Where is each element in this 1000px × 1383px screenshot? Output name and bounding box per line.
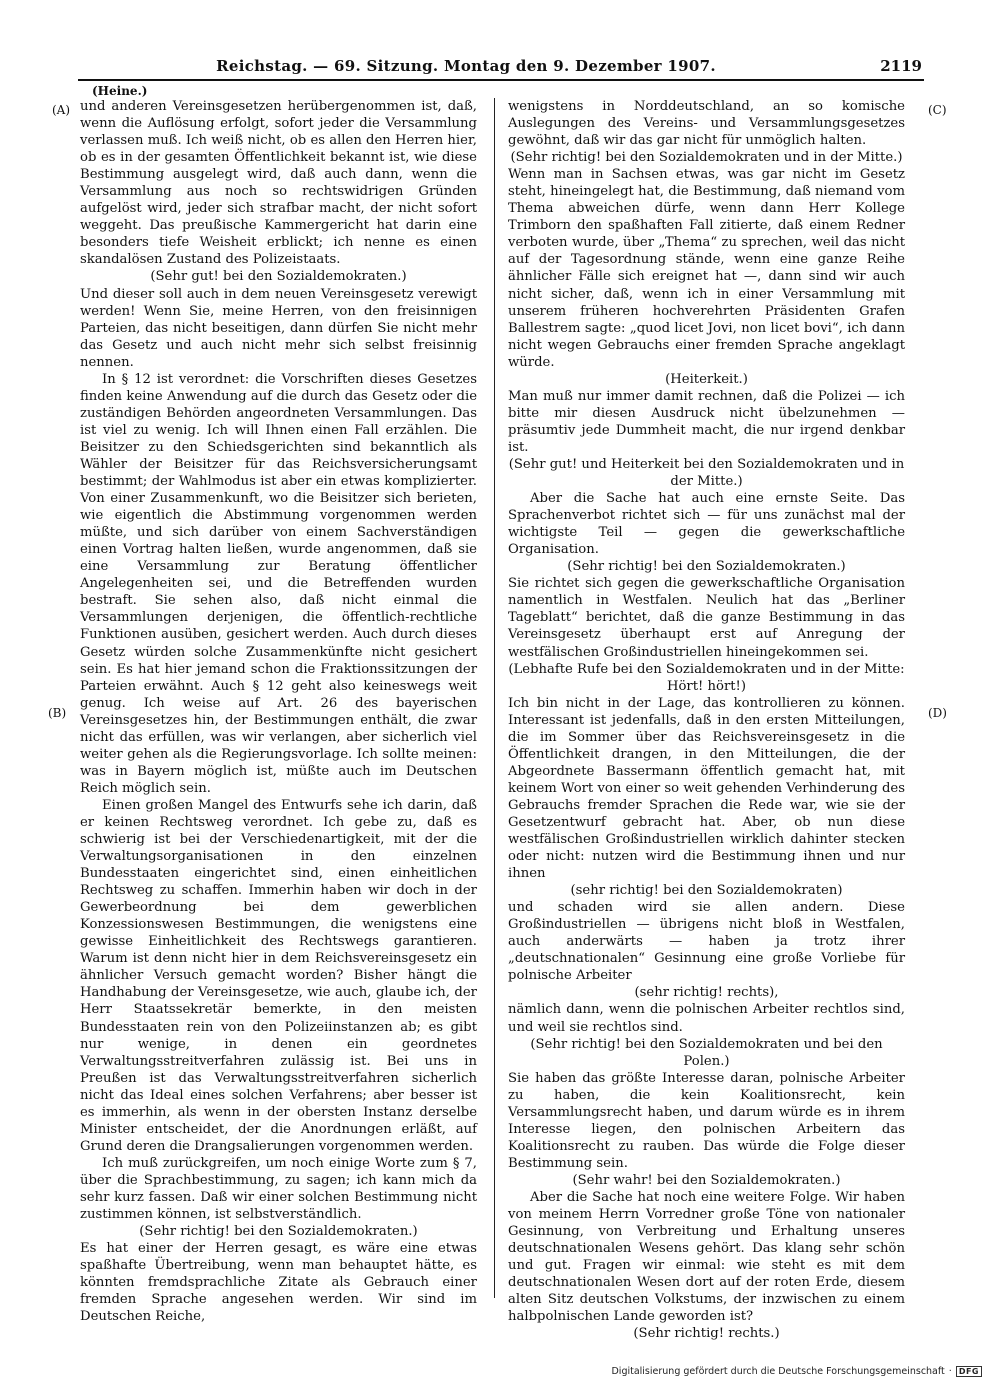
column-divider xyxy=(494,98,495,1298)
margin-label-d: (D) xyxy=(928,706,947,720)
margin-label-a: (A) xyxy=(52,103,71,117)
paragraph: Wenn man in Sachsen etwas, was gar nicht im Gesetz steht, hineingelegt hat, die Bestimmung, daß niemand vom Thema abweichen dürfe, wenn dann Herr Kollege Trimborn den spaßhaften Fall zitierte, daß einem Redner verboten wurde, über „Thema“ zu sprechen, weil das nicht auf der Tagesordnung stände, wenn eine ganze Reihe ähnlicher Fälle sich ereignet hat —, dann sind wir auch nicht sicher, daß, wenn ich in einer Versammlung mit unserem früheren hochverehrten Präsidenten Grafen Ballestrem sagte: „quod licet Jovi, non licet bovi“, ich dann nicht wegen Gebrauchs einer fremden Sprache angeklagt würde. xyxy=(508,167,905,370)
page-header xyxy=(78,57,924,81)
paragraph: Sie richtet sich gegen die gewerkschaftliche Organisation namentlich in Westfalen. Neulich hat das „Berliner Tageblatt“ berichtet, daß die ganze Bestimmung in das Vereinsgesetz überhaupt erst auf Anregung der westfälischen Großindustriellen hineingekommen sei. xyxy=(508,576,905,660)
footer: Digitalisierung gefördert durch die Deutsche Forschungsgemeinschaft · DFG xyxy=(611,1366,982,1377)
paragraph: Und dieser soll auch in dem neuen Vereinsgesetz verewigt werden! Wenn Sie, meine Herren, von den freisinnigen Parteien, das nicht beseitigen, dann dürfen Sie nicht mehr das Gesetz und auch nicht mehr sich selbst freisinnig nennen. xyxy=(80,286,477,370)
interjection: (Sehr gut! und Heiterkeit bei den Sozialdemokraten und in der Mitte.) xyxy=(508,456,905,490)
interjection: (Lebhafte Rufe bei den Sozialdemokraten und in der Mitte: Hört! hört!) xyxy=(508,661,905,694)
interjection: (sehr richtig! bei den Sozialdemokraten) xyxy=(570,883,843,899)
paragraph: Sie haben das größte Interesse daran, polnische Arbeiter zu haben, die kein Koalitionsrecht, kein Versammlungsrecht haben, und darum würde es in ihrem Interesse liegen, den polnischen Arbeitern das Koalitionsrecht zu rauben. Das würde die Folge dieser Bestimmung sein. xyxy=(508,1070,905,1171)
interjection: (Sehr richtig! bei den Sozialdemokraten.) xyxy=(567,559,846,575)
right-text-column xyxy=(508,98,905,1342)
paragraph: Man muß nur immer damit rechnen, daß die Polizei — ich bitte mir diesen Ausdruck nicht übelzunehmen — präsumtiv jede Dummheit macht, die nur irgend denkbar ist. xyxy=(508,388,905,455)
paragraph: Einen großen Mangel des Entwurfs sehe ich darin, daß er keinen Rechtsweg verordnet. Ich gebe zu, daß es schwierig ist bei der Verschiedenartigkeit, mit der die Verwaltungsorganisationen in den einzelnen Bundesstaaten eingerichtet sind, einen einheitlichen Rechtsweg zu schaffen. Immerhin haben wir doch in der Gewerbeordnung bei dem gewerblichen Konzessionswesen Bestimmungen, die wenigstens eine gewisse Einheitlichkeit des Rechtswegs garantieren. Warum ist denn nicht hier in dem Reichsvereinsgesetz ein ähnlicher Versuch gemacht worden? Bisher hängt die Handhabung der Vereinsgesetze, wie auch, glaube ich, der Herr Staatssekretär bemerkte, in den meisten Bundesstaaten rein von den Polizeiinstanzen ab; es gibt nur wenige, in denen ein geordnetes Verwaltungsstreitverfahren zulässig ist. Bei uns in Preußen ist das Verwaltungsstreitverfahren sicherlich nicht das Ideal eines solchen Verfahrens; aber besser ist es immerhin, als wenn in der obersten Instanz derselbe Minister entscheidet, der die Anordnungen erläßt, auf Grund deren die Drangsalierungen vorgenommen werden. xyxy=(80,797,477,1154)
interjection: (sehr richtig! rechts), xyxy=(634,985,779,1001)
paragraph: Ich bin nicht in der Lage, das kontrollieren zu können. Interessant ist jedenfalls, daß in den ersten Mitteilungen, die im Sommer über das Reichsvereinsgesetz in die Öffentlichkeit drangen, in den Mitteilungen, die der Abgeordnete Bassermann öffentlich gemacht hat, mit keinem Wort von einer so weit gehenden Verhinderung des Gebrauchs fremder Sprachen die Rede war, wie sie der Gesetzentwurf gebracht hat. Aber, ob nun diese westfälischen Großindustriellen wirklich dahinter stecken oder nicht: nutzen wird die Bestimmung ihnen und nur ihnen xyxy=(508,695,905,882)
footer-credit: Digitalisierung gefördert durch die Deutsche Forschungsgemeinschaft xyxy=(611,1366,945,1377)
left-text-column xyxy=(80,98,477,1325)
interjection: (Heiterkeit.) xyxy=(665,371,748,387)
paragraph: Es hat einer der Herren gesagt, es wäre eine etwas spaßhafte Übertreibung, wenn man behauptet hätte, es könnten fremdsprachliche Zitate als Gebrauch einer fremden Sprache angesehen werden. Wir sind im Deutschen Reiche, xyxy=(80,1241,477,1325)
interjection: (Sehr richtig! bei den Sozialdemokraten und in der Mitte.) xyxy=(510,150,903,166)
interjection: (Sehr wahr! bei den Sozialdemokraten.) xyxy=(572,1172,841,1188)
interjection: (Sehr gut! bei den Sozialdemokraten.) xyxy=(150,269,407,285)
paragraph: Aber die Sache hat auch eine ernste Seite. Das Sprachenverbot richtet sich — für uns zunächst mal der wichtigste Teil — gegen die gewerkschaftliche Organisation. xyxy=(508,491,905,558)
margin-label-c: (C) xyxy=(928,103,947,117)
interjection: (Sehr richtig! bei den Sozialdemokraten.) xyxy=(139,1224,418,1240)
page-number: 2119 xyxy=(880,57,922,75)
paragraph: Ich muß zurückgreifen, um noch einige Worte zum § 7, über die Sprachbestimmung, zu sagen; ich kann mich da sehr kurz fassen. Daß wir einer solchen Bestimmung nicht zustimmen können, ist selbstverständlich. xyxy=(80,1155,477,1223)
paragraph: wenigstens in Norddeutschland, an so komische Auslegungen des Vereins- und Versammlungsgesetzes gewöhnt, daß wir das gar nicht für unmöglich halten. xyxy=(508,99,905,149)
running-title: Reichstag. — 69. Sitzung. Montag den 9. Dezember 1907. xyxy=(216,57,716,75)
paragraph: nämlich dann, wenn die polnischen Arbeiter rechtlos sind, und weil sie rechtlos sind. xyxy=(508,1002,905,1035)
interjection: (Sehr richtig! rechts.) xyxy=(633,1326,780,1342)
dfg-logo: DFG xyxy=(956,1366,982,1377)
interjection: (Sehr richtig! bei den Sozialdemokraten und bei den Polen.) xyxy=(530,1036,883,1069)
paragraph: Aber die Sache hat noch eine weitere Folge. Wir haben von meinem Herrn Vorredner große Töne von nationaler Gesinnung, von Verbreitung und Erhaltung unseres deutschnationalen Wesens gehört. Das klang sehr schön und gut. Fragen wir einmal: wie steht es mit dem deutschnationalen Wesen dort auf der roten Erde, diesem alten Sitz deutschen Volkstums, der inzwischen zu einem halbpolnischen Lande geworden ist? xyxy=(508,1190,905,1325)
paragraph: In § 12 ist verordnet: die Vorschriften dieses Gesetzes finden keine Anwendung auf die durch das Gesetz oder die zuständigen Behörden angeordneten Versammlungen. Das ist viel zu wenig. Ich will Ihnen einen Fall erzählen. Die Beisitzer zu den Schiedsgerichten sind bekanntlich als Wähler der Beisitzer für das Reichsversicherungsamt bestimmt; der Wahlmodus ist aber ein etwas komplizierter. Von einer Zusammenkunft, wo die Beisitzer sich berieten, wie eigentlich die Abstimmung vorgenommen werden müßte, und sich darüber von einem Sachverständigen einen Vortrag halten ließen, wurde angenommen, daß sie eine Versammlung zur Beratung öffentlicher Angelegenheiten sei, und die Betreffenden wurden bestraft. Sie sehen also, daß nicht einmal die Versammlungen derjenigen, die öffentlich-rechtliche Funktionen ausüben, gesichert werden. Auch durch dieses Gesetz würden solche Zusammenkünfte nicht gesichert sein. Es hat hier jemand schon die Fraktionssitzungen der Parteien erwähnt. Auch § 12 geht also keineswegs weit genug. Ich weise auf Art. 26 des bayerischen Vereinsgesetzes hin, der Bestimmungen enthält, die zwar nicht das erfüllen, was wir verlangen, aber sicherlich viel weiter gehen als die Regierungsvorlage. Ich sollte meinen: was in Bayern möglich ist, müßte auch im Deutschen Reich möglich sein. xyxy=(80,371,477,796)
paragraph: und schaden wird sie allen andern. Diese Großindustriellen — übrigens nicht bloß in Westfalen, auch anderwärts — haben ja trotz ihrer „deutschnationalen“ Gesinnung eine große Vorliebe für polnische Arbeiter xyxy=(508,900,905,984)
margin-label-b: (B) xyxy=(48,706,67,720)
paragraph: und anderen Vereinsgesetzen herübergenommen ist, daß, wenn die Auflösung erfolgt, sofort jeder die Versammlung verlassen muß. Ich weiß nicht, ob es allen den Herren hier, ob es in der gesamten Öffentlichkeit bekannt ist, wie diese Bestimmung ausgelegt wird, daß auch dann, wenn die Versammlung aus noch so rechtswidrigen Gründen aufgelöst wird, jeder sich strafbar macht, der nicht sofort weggeht. Das preußische Kammergericht hat darin eine besonders tiefe Weisheit erblickt; ich nenne es einen skandalösen Zustand des Polizeistaats. xyxy=(80,99,477,268)
speaker-label: (Heine.) xyxy=(92,84,148,98)
